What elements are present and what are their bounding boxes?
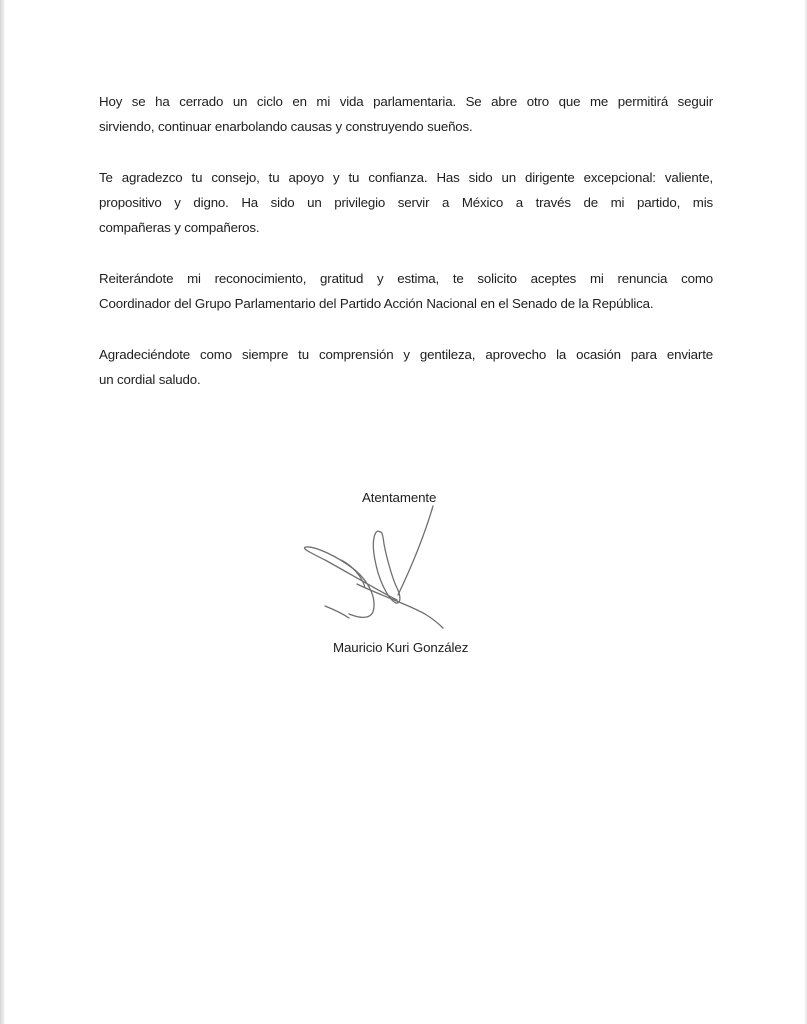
signature-stroke — [325, 606, 349, 618]
text-line: Te agradezco tu consejo, tu apoyo y tu confianza. Has sido un dirigente excepcional: valiente, — [99, 170, 713, 185]
text-line: propositivo y digno. Ha sido un privilegio servir a México a través de mi partido, mis — [99, 195, 713, 210]
signer-name: Mauricio Kuri González — [333, 640, 469, 655]
letter-body — [99, 89, 713, 418]
text-line: Reiterándote mi reconocimiento, gratitud y estima, te solicito aceptes mi renuncia como — [99, 271, 713, 286]
text-line: Agradeciéndote como siempre tu comprensión y gentileza, aprovecho la ocasión para enviarte — [99, 347, 713, 362]
text-line: sirviendo, continuar enarbolando causas y construyendo sueños. — [99, 119, 473, 134]
handwritten-signature — [297, 500, 457, 630]
signature-stroke — [373, 531, 400, 603]
text-line: compañeras y compañeros. — [99, 220, 260, 235]
paragraph-farewell — [99, 342, 713, 392]
paragraph-resignation — [99, 266, 713, 316]
text-line: un cordial saludo. — [99, 372, 201, 387]
text-line: Hoy se ha cerrado un ciclo en mi vida parlamentaria. Se abre otro que me permitirá seguir — [99, 94, 713, 109]
page-left-edge — [0, 0, 5, 1024]
signature-stroke — [398, 506, 433, 595]
signature-stroke — [305, 547, 397, 618]
paragraph-closing-cycle — [99, 89, 713, 139]
text-line: Coordinador del Grupo Parlamentario del Partido Acción Nacional en el Senado de la República. — [99, 296, 654, 311]
closing-salutation: Atentamente — [362, 490, 437, 505]
signature-stroke — [341, 560, 365, 588]
paragraph-gratitude — [99, 165, 713, 240]
